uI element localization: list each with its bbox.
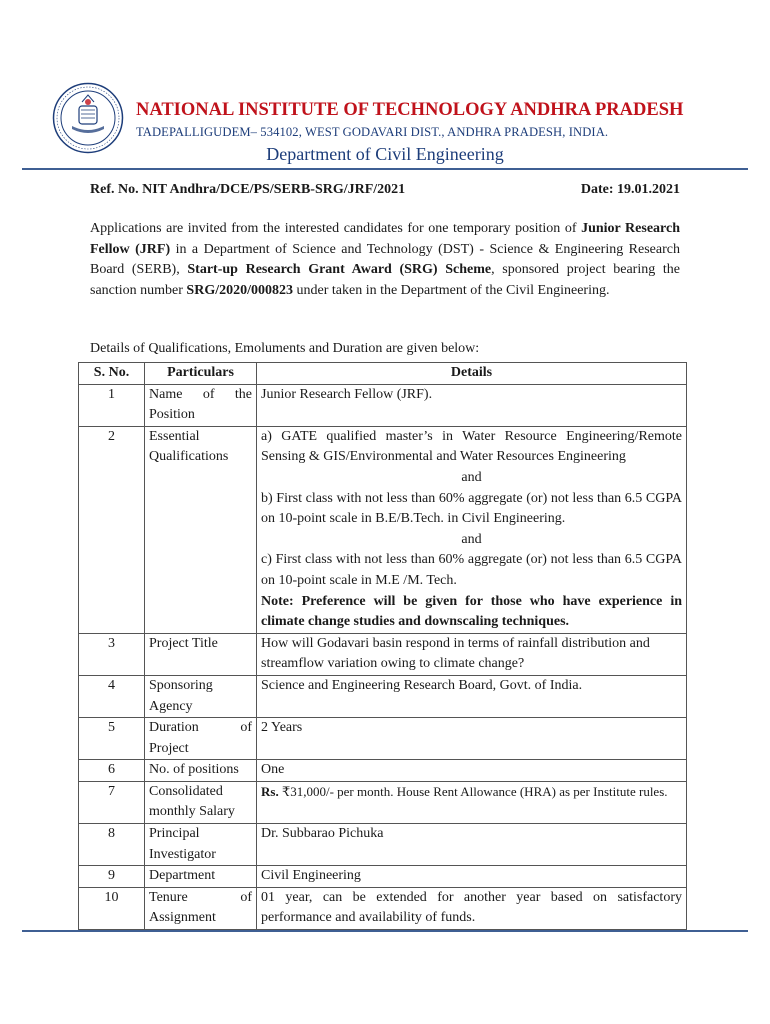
footer-rule [22,930,748,932]
row-detail-salary [257,781,687,823]
table-row [79,781,687,823]
row-particular: Project Title [145,633,257,675]
row-detail: One [257,760,687,782]
row-sno: 5 [79,718,145,760]
preference-note: Note: Preference will be given for those who have experience in climate change studies and downscaling techniques. [261,593,682,630]
table-row [79,760,687,782]
row-detail: Junior Research Fellow (JRF). [257,384,687,426]
qualification-b: b) First class with not less than 60% aggregate (or) not less than 6.5 CGPA on 10-point scale in B.E/B.Tech. in Civil Engineering. [261,490,682,527]
row-particular: No. of positions [145,760,257,782]
intro-text-1: Applications are invited from the interested candidates for one temporary position of [90,221,582,236]
row-sno: 1 [79,384,145,426]
row-sno: 10 [79,887,145,929]
table-row [79,633,687,675]
header-rule [22,168,748,170]
row-detail: 01 year, can be extended for another year based on satisfactory performance and availability of funds. [257,887,687,929]
details-table [78,362,687,930]
row-particular: Department [145,866,257,888]
row-detail: Civil Engineering [257,866,687,888]
qualification-c: c) First class with not less than 60% aggregate (or) not less than 6.5 CGPA on 10-point scale in M.E /M. Tech. [261,552,682,588]
table-row [79,866,687,888]
row-particular: Duration of Project [145,718,257,760]
department-name: Department of Civil Engineering [266,144,504,164]
reference-number: Ref. No. NIT Andhra/DCE/PS/SERB-SRG/JRF/2021 [90,182,406,197]
intro-paragraph [90,219,680,301]
header-sno: S. No. [79,363,145,385]
table-row [79,824,687,866]
row-detail: Science and Engineering Research Board, Govt. of India. [257,675,687,717]
row-sno: 9 [79,866,145,888]
row-sno: 7 [79,781,145,823]
qualification-and: and [461,469,482,485]
row-sno: 6 [79,760,145,782]
row-sno: 3 [79,633,145,675]
institute-address: TADEPALLIGUDEM– 534102, WEST GODAVARI DIST., ANDHRA PRADESH, INDIA. [136,125,609,139]
details-lead: Details of Qualifications, Emoluments and Duration are given below: [90,341,480,356]
qualification-and: and [461,531,482,547]
intro-text-2: in a Department of Science and Technology (DST) - Science & Engineering Research Board (SERB), [90,241,680,277]
row-sno: 8 [79,824,145,866]
institute-name: NATIONAL INSTITUTE OF TECHNOLOGY ANDHRA PRADESH [136,100,684,120]
row-particular: Sponsoring Agency [145,675,257,717]
table-row [79,384,687,426]
intro-text-3: , sponsored project bearing the sanction number [90,262,680,298]
salary-text: ₹31,000/- per month. House Rent Allowance (HRA) as per Institute rules. [278,783,668,799]
intro-sanction-number: SRG/2020/000823 [186,282,293,298]
row-detail-qualifications [257,426,687,633]
notice-date: Date: 19.01.2021 [580,182,680,197]
row-particular: Name of the Position [145,384,257,426]
row-particular: Tenure of Assignment [145,887,257,929]
intro-text-4: under taken in the Department of the Civil Engineering. [293,282,610,298]
row-particular: Consolidated monthly Salary [145,781,257,823]
header-particulars: Particulars [145,363,257,385]
row-sno: 4 [79,675,145,717]
row-detail: 2 Years [257,718,687,760]
table-row [79,718,687,760]
intro-position-name: Junior Research Fellow (JRF) [90,221,681,257]
row-detail: Dr. Subbarao Pichuka [257,824,687,866]
qualification-a: a) GATE qualified master’s in Water Resource Engineering/Remote Sensing & GIS/Environmental and Water Resources Engineering [261,428,682,465]
salary-prefix: Rs. [261,783,279,799]
table-row [79,426,687,633]
table-header-row [79,363,687,385]
header-details: Details [257,363,687,385]
table-row [79,675,687,717]
table-row [79,887,687,929]
row-sno: 2 [79,426,145,633]
row-particular: Principal Investigator [145,824,257,866]
row-detail: How will Godavari basin respond in terms of rainfall distribution and streamflow variation owing to climate change? [257,633,687,675]
row-particular: Essential Qualifications [145,426,257,633]
intro-scheme-name: Start-up Research Grant Award (SRG) Scheme [187,262,492,277]
